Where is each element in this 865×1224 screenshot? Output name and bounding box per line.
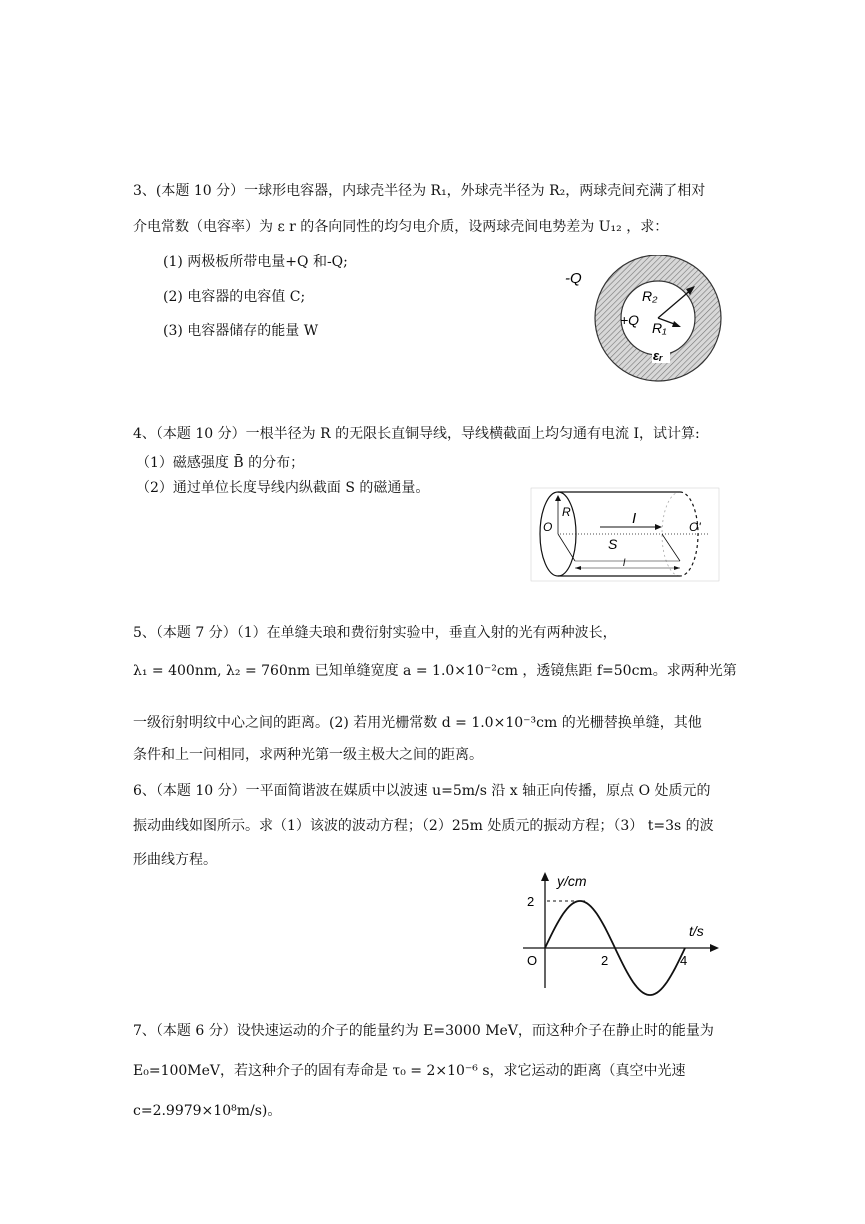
q4-line1: 4、（本题 10 分）一根半径为 R 的无限长直铜导线，导线横截面上均匀通有电流 I，试计算: <box>133 426 700 442</box>
q5-line1: 5、（本题 7 分）（1）在单缝夫琅和费衍射实验中，垂直入射的光有两种波长， <box>133 625 617 641</box>
q4-line3: （2）通过单位长度导线内纵截面 S 的磁通量。 <box>136 480 430 496</box>
fig-r-label: R <box>562 505 571 519</box>
fig-r2: R₂ <box>642 288 658 304</box>
q7-line2: E₀=100MeV，若这种介子的固有寿命是 τ₀ = 2×10⁻⁶ s，求它运动的距离（真空中光速 <box>133 1063 686 1079</box>
q5-line2: λ₁ = 400nm, λ₂ = 760nm 已知单缝宽度 a = 1.0×10⁻²cm ，透镜焦距 f=50cm。求两种光第 <box>133 663 737 679</box>
q3-item1: (1) 两极板所带电量+Q 和-Q; <box>163 254 348 270</box>
q6-line2: 振动曲线如图所示。求（1）该波的波动方程；（2）25m 处质元的振动方程；（3） t=3s 的波 <box>133 818 714 834</box>
q6-line1: 6、（本题 10 分）一平面简谐波在媒质中以波速 u=5m/s 沿 x 轴正向传播，原点 O 处质元的 <box>133 783 711 799</box>
fig-minus-q: -Q <box>565 270 582 287</box>
q7-line3: c=2.9979×10⁸m/s)。 <box>133 1103 282 1119</box>
q3-item3: (3) 电容器储存的能量 W <box>163 323 319 339</box>
vibration-curve-figure <box>515 868 720 998</box>
fig-plus-q: +Q <box>620 312 640 328</box>
spherical-capacitor-figure <box>560 255 745 385</box>
q3-line1: 3、(本题 10 分）一球形电容器，内球壳半径为 R₁，外球壳半径为 R₂，两球壳间充满了相对 <box>133 183 706 199</box>
fig-ylabel: y/cm <box>557 873 587 889</box>
fig-r1: R₁ <box>652 320 667 336</box>
q6-line3: 形曲线方程。 <box>133 852 217 868</box>
fig-s-label: S <box>608 536 618 552</box>
q3-item2: (2) 电容器的电容值 C; <box>163 289 306 305</box>
q5-line3: 一级衍射明纹中心之间的距离。(2) 若用光栅常数 d = 1.0×10⁻³cm 的光栅替换单缝，其他 <box>133 715 702 731</box>
fig-y-tick-2: 2 <box>527 894 535 909</box>
q3-line2: 介电常数（电容率）为 ε r 的各向同性的均匀电介质，设两球壳间电势差为 U₁₂ ，求： <box>133 219 669 235</box>
fig-epsilon: εᵣ <box>653 348 663 363</box>
copper-wire-figure <box>530 487 720 582</box>
fig-o-label: O <box>543 520 553 534</box>
q7-line1: 7、（本题 6 分）设快速运动的介子的能量约为 E=3000 MeV，而这种介子在静止时的能量为 <box>133 1023 714 1039</box>
fig-x-tick-2: 2 <box>601 953 609 968</box>
q5-line4: 条件和上一问相同，求两种光第一级主极大之间的距离。 <box>133 747 483 763</box>
fig-origin: O <box>527 953 538 968</box>
q4-line2: （1）磁感强度 B̄ 的分布； <box>136 455 305 471</box>
fig-i-label: I <box>632 510 637 527</box>
fig-x-tick-4: 4 <box>680 953 688 968</box>
fig-oprime-label: O' <box>689 520 701 534</box>
fig-xlabel: t/s <box>689 923 704 939</box>
fig-l-label: l <box>623 558 626 569</box>
